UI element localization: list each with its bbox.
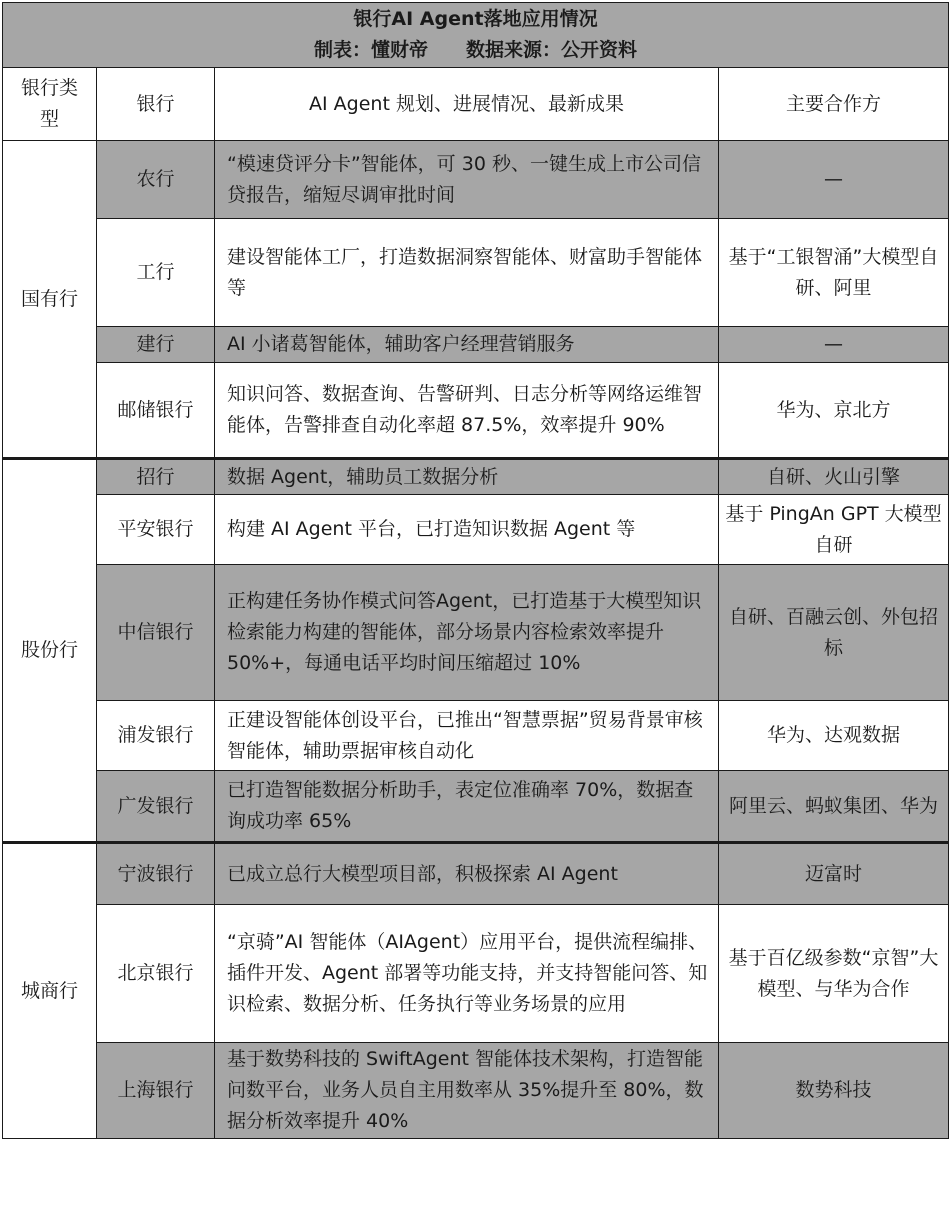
header-partner: 主要合作方	[719, 68, 949, 141]
plan-cell: 基于数势科技的 SwiftAgent 智能体技术架构，打造智能问数平台，业务人员自主用数率从 35%提升至 80%，数据分析效率提升 40%	[215, 1043, 719, 1139]
header-row	[3, 68, 949, 141]
table-row	[3, 495, 949, 565]
bank-ai-agent-table-sheet	[2, 2, 948, 1139]
table-row	[3, 771, 949, 843]
table-body	[3, 141, 949, 1139]
plan-cell: 知识问答、数据查询、告警研判、日志分析等网络运维智能体，告警排查自动化率超 87.5%，效率提升 90%	[215, 363, 719, 459]
bank-type-cell: 城商行	[3, 843, 97, 1139]
title-row	[3, 3, 949, 68]
partner-cell: 数势科技	[719, 1043, 949, 1139]
plan-cell: AI 小诸葛智能体，辅助客户经理营销服务	[215, 327, 719, 363]
bank-name-cell: 上海银行	[97, 1043, 215, 1139]
plan-cell: 已成立总行大模型项目部，积极探索 AI Agent	[215, 843, 719, 905]
table-title: 银行AI Agent落地应用情况	[353, 8, 598, 30]
partner-cell: 阿里云、蚂蚁集团、华为	[719, 771, 949, 843]
bank-name-cell: 宁波银行	[97, 843, 215, 905]
table-row	[3, 843, 949, 905]
partner-cell: —	[719, 141, 949, 219]
table-row	[3, 701, 949, 771]
plan-cell: 构建 AI Agent 平台，已打造知识数据 Agent 等	[215, 495, 719, 565]
partner-cell: 基于百亿级参数“京智”大模型、与华为合作	[719, 905, 949, 1043]
header-bank-type-label: 银行类型	[20, 77, 78, 130]
bank-name-cell: 中信银行	[97, 565, 215, 701]
plan-cell: 正构建任务协作模式问答Agent，已打造基于大模型知识检索能力构建的智能体，部分场景内容检索效率提升 50%+，每通电话平均时间压缩超过 10%	[215, 565, 719, 701]
header-plan: AI Agent 规划、进展情况、最新成果	[215, 68, 719, 141]
bank-ai-agent-table	[2, 2, 949, 1139]
table-row	[3, 565, 949, 701]
table-row	[3, 363, 949, 459]
bank-name-cell: 邮储银行	[97, 363, 215, 459]
plan-cell: 正建设智能体创设平台，已推出“智慧票据”贸易背景审核智能体，辅助票据审核自动化	[215, 701, 719, 771]
partner-cell: 基于 PingAn GPT 大模型自研	[719, 495, 949, 565]
bank-type-cell: 国有行	[3, 141, 97, 459]
partner-cell: 华为、达观数据	[719, 701, 949, 771]
table-row	[3, 219, 949, 327]
plan-cell: “模速贷评分卡”智能体，可 30 秒、一键生成上市公司信贷报告，缩短尽调审批时间	[215, 141, 719, 219]
partner-cell: 自研、火山引擎	[719, 459, 949, 495]
bank-name-cell: 建行	[97, 327, 215, 363]
bank-name-cell: 工行	[97, 219, 215, 327]
table-row	[3, 459, 949, 495]
plan-cell: 已打造智能数据分析助手，表定位准确率 70%，数据查询成功率 65%	[215, 771, 719, 843]
bank-name-cell: 平安银行	[97, 495, 215, 565]
bank-name-cell: 北京银行	[97, 905, 215, 1043]
header-bank-type	[3, 68, 97, 141]
bank-type-cell: 股份行	[3, 459, 97, 843]
plan-cell: 数据 Agent，辅助员工数据分析	[215, 459, 719, 495]
plan-cell: 建设智能体工厂，打造数据洞察智能体、财富助手智能体等	[215, 219, 719, 327]
table-subtitle: 制表：懂财帝 数据来源：公开资料	[314, 39, 638, 61]
table-row	[3, 1043, 949, 1139]
partner-cell: 迈富时	[719, 843, 949, 905]
header-bank: 银行	[97, 68, 215, 141]
table-row	[3, 905, 949, 1043]
table-row	[3, 327, 949, 363]
plan-cell: “京骑”AI 智能体（AIAgent）应用平台，提供流程编排、插件开发、Agent 部署等功能支持，并支持智能问答、知识检索、数据分析、任务执行等业务场景的应用	[215, 905, 719, 1043]
bank-name-cell: 广发银行	[97, 771, 215, 843]
partner-cell: —	[719, 327, 949, 363]
partner-cell: 基于“工银智涌”大模型自研、阿里	[719, 219, 949, 327]
partner-cell: 自研、百融云创、外包招标	[719, 565, 949, 701]
partner-cell: 华为、京北方	[719, 363, 949, 459]
bank-name-cell: 招行	[97, 459, 215, 495]
table-row	[3, 141, 949, 219]
bank-name-cell: 浦发银行	[97, 701, 215, 771]
bank-name-cell: 农行	[97, 141, 215, 219]
title-cell	[3, 3, 949, 68]
